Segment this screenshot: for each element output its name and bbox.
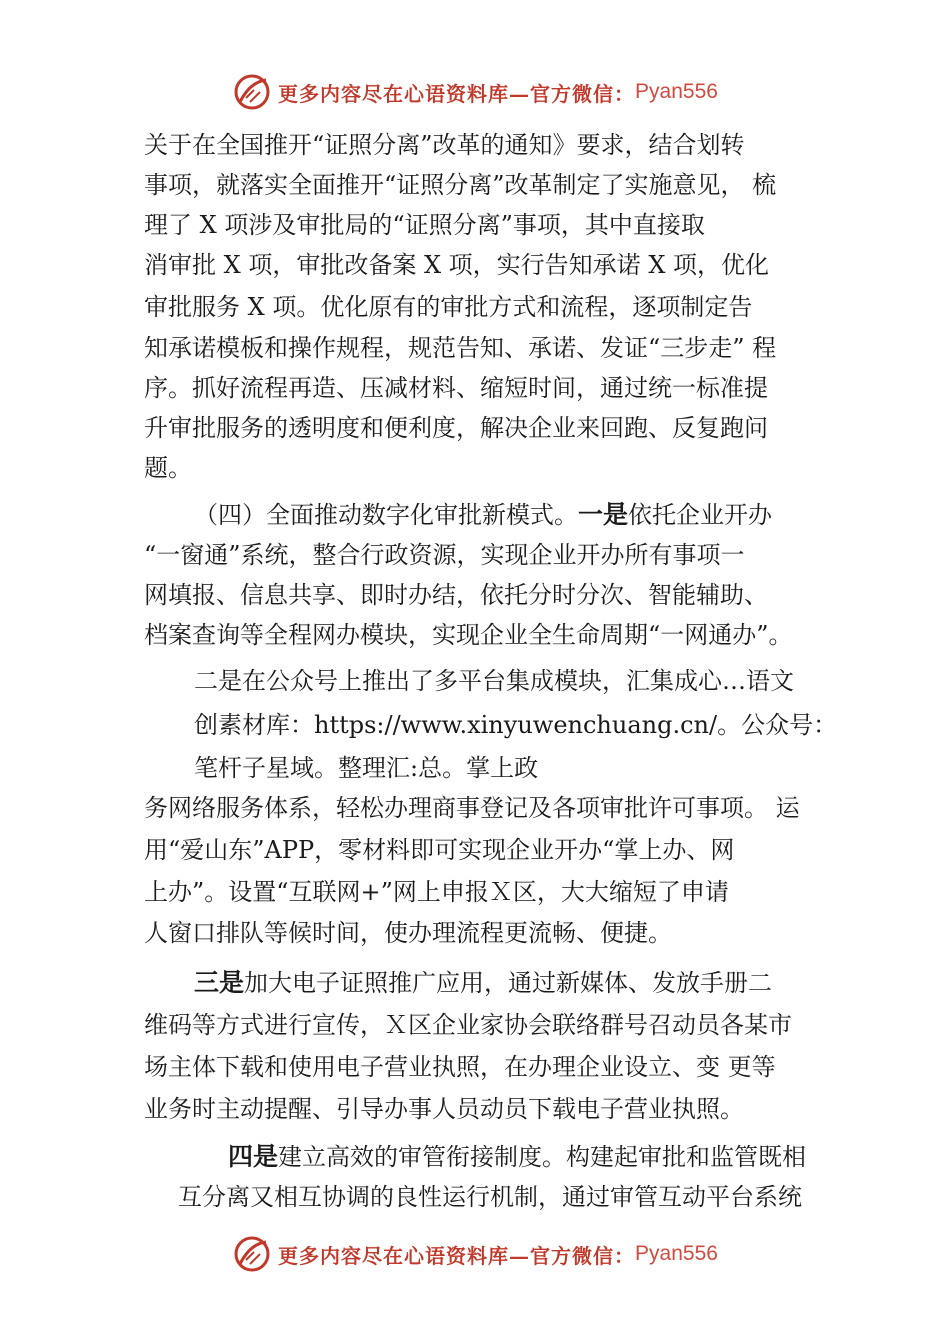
text-line: 用“爱山东”APP，零材料即可实现企业开办“掌上办、网 — [144, 836, 735, 864]
paragraph-first-line — [194, 968, 772, 998]
bold-marker: 一是 — [578, 501, 629, 529]
paragraph-first-line — [228, 1142, 806, 1172]
text-line: 二是在公众号上推出了多平台集成模块，汇集成心…语文 — [194, 667, 794, 695]
text-line: 网填报、信息共享、即时办结，依托分时分次、智能辅助、 — [144, 581, 768, 609]
text-fragment: 建立高效的审管衔接制度。构建起审批和监管既相 — [278, 1143, 807, 1171]
text-line: 知承诺模板和操作规程，规范告知、承诺、发证“三步走” 程 — [144, 334, 777, 362]
text-fragment: 依托企业开办 — [628, 501, 773, 529]
text-line: 档案查询等全程网办模块，实现企业全生命周期“一网通办”。 — [144, 621, 793, 649]
text-line: 业务时主动提醒、引导办事人员动员下载电子营业执照。 — [144, 1095, 744, 1123]
text-line: 关于在全国推开“证照分离”改革的通知》要求，结合划转 — [144, 131, 745, 159]
text-line: 序。抓好流程再造、压减材料、缩短时间，通过统一标准提 — [144, 374, 768, 402]
text-line: 创素材库：https://www.xinyuwenchuang.cn/。公众号： — [194, 711, 838, 739]
banner-wechat-id: Pyan556 — [635, 80, 718, 103]
text-fragment: 加大电子证照推广应用，通过新媒体、发放手册二 — [244, 969, 773, 997]
text-line: 维码等方式进行宣传，Ｘ区企业家协会联络群号召动员各某市 — [144, 1011, 792, 1039]
text-line: 消审批 X 项，审批改备案 X 项，实行告知承诺 X 项，优化 — [144, 251, 770, 279]
text-line: 场主体下载和使用电子营业执照，在办理企业设立、变 更等 — [144, 1053, 776, 1081]
bold-marker: 四是 — [228, 1143, 279, 1171]
text-line: 互分离又相互协调的良性运行机制，通过审管互动平台系统 — [178, 1183, 802, 1211]
text-line: 务网络服务体系，轻松办理商事登记及各项审批许可事项。 运 — [144, 794, 800, 822]
banner-wechat-id: Pyan556 — [635, 1242, 718, 1265]
brand-logo-icon — [232, 1234, 272, 1274]
paragraph-heading-line — [194, 500, 772, 530]
banner-text: 更多内容尽在心语资料库—官方微信： — [278, 81, 636, 106]
bold-marker: 三是 — [194, 969, 245, 997]
text-line: 审批服务 X 项。优化原有的审批方式和流程，逐项制定告 — [144, 293, 753, 321]
banner-text: 更多内容尽在心语资料库—官方微信： — [278, 1243, 636, 1268]
text-line: 上办”。设置“互联网+”网上申报Ｘ区，大大缩短了申请 — [144, 878, 729, 906]
text-line: 升审批服务的透明度和便利度，解决企业来回跑、反复跑问 — [144, 414, 768, 442]
text-line: 人窗口排队等候时间，使办理流程更流畅、便捷。 — [144, 919, 672, 947]
text-line: 事项，就落实全面推开“证照分离”改革制定了实施意见， 梳 — [144, 171, 777, 199]
header-banner — [0, 68, 950, 116]
text-line: 笔杆子星域。整理汇:总。掌上政 — [194, 754, 539, 782]
footer-banner — [0, 1230, 950, 1278]
brand-logo-icon — [232, 72, 272, 112]
text-line: 题。 — [144, 454, 192, 482]
text-line: 理了 X 项涉及审批局的“证照分离”事项，其中直接取 — [144, 211, 705, 239]
text-line: “一窗通”系统，整合行政资源，实现企业开办所有事项一 — [144, 541, 745, 569]
section-heading: （四）全面推动数字化审批新模式。 — [194, 501, 578, 529]
